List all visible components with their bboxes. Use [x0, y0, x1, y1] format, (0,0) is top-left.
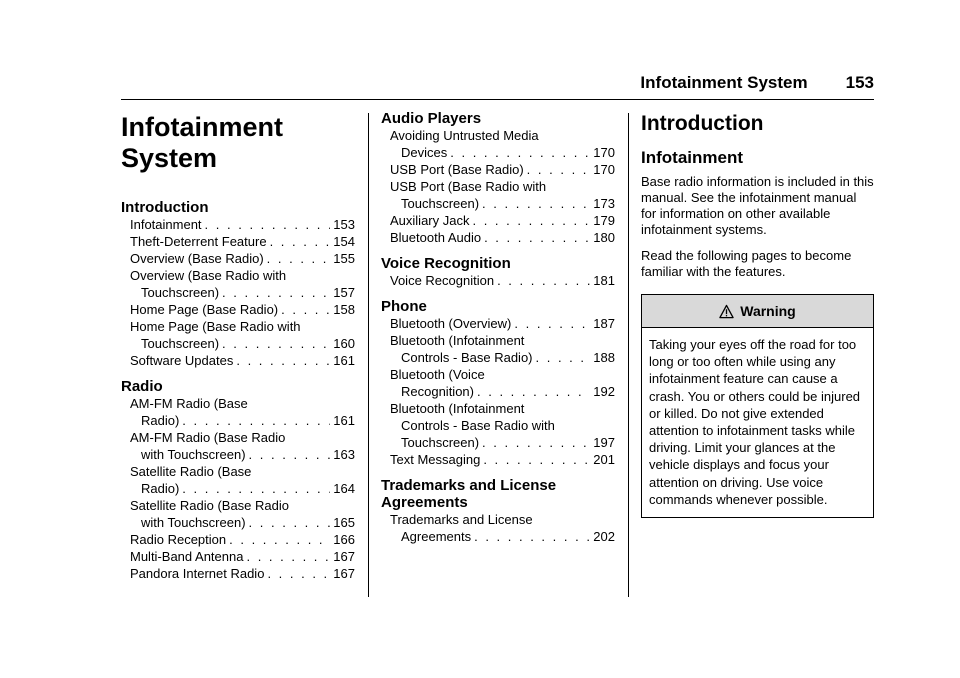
toc-entry[interactable]: Pandora Internet Radio . . . 167 [130, 565, 355, 582]
toc-entry[interactable]: Infotainment . . . 153 [130, 216, 355, 233]
toc-entry[interactable]: Radio Reception . . . 166 [130, 531, 355, 548]
toc-column-left [121, 110, 355, 582]
toc-group-phone [390, 315, 615, 468]
toc-entry[interactable]: Software Updates . . . 161 [130, 352, 355, 369]
toc-heading-radio: Radio [121, 378, 163, 395]
toc-entry[interactable]: Bluetooth (Infotainment Controls - Base Radio with Touchscreen) . . . 197 [390, 400, 615, 451]
toc-entry[interactable]: Text Messaging . . . 201 [390, 451, 615, 468]
warning-title: Warning [740, 303, 796, 319]
toc-entry[interactable]: Voice Recognition . . . 181 [390, 272, 615, 289]
toc-entry[interactable]: USB Port (Base Radio with Touchscreen) . . . 173 [390, 178, 615, 212]
heading-introduction: Introduction [641, 112, 764, 135]
toc-group-trademarks [390, 511, 615, 545]
toc-entry[interactable]: AM-FM Radio (Base Radio) . . . 161 [130, 395, 355, 429]
body-paragraph: Base radio information is included in this manual. See the infotainment manual for information on other available infotainment systems. [641, 174, 874, 237]
toc-entry[interactable]: Home Page (Base Radio) . . . 158 [130, 301, 355, 318]
warning-text: Taking your eyes off the road for too long or too often while using any infotainment feature can cause a crash. You or others could be injured or killed. Do not give extended attention to infotainment tasks while driving. Limit your glances at the vehicle displays and focus your attention on driving. Use voice commands whenever possible. [649, 337, 861, 507]
warning-header [642, 295, 873, 328]
warning-box [641, 294, 874, 518]
toc-entry[interactable]: Overview (Base Radio) . . . 155 [130, 250, 355, 267]
toc-entry[interactable]: Avoiding Untrusted Media Devices . . . 170 [390, 127, 615, 161]
toc-heading-trademarks: Trademarks and License Agreements [381, 477, 557, 511]
toc-column-middle [381, 110, 615, 545]
toc-entry[interactable]: Overview (Base Radio with Touchscreen) . . . 157 [130, 267, 355, 301]
toc-entry[interactable]: Bluetooth (Overview) . . . 187 [390, 315, 615, 332]
toc-entry[interactable]: USB Port (Base Radio) . . . 170 [390, 161, 615, 178]
toc-entry[interactable]: Bluetooth (Infotainment Controls - Base Radio) . . . 188 [390, 332, 615, 366]
section-title: Infotainment System [121, 112, 283, 173]
toc-group-radio [130, 395, 355, 582]
toc-entry[interactable]: AM-FM Radio (Base Radio with Touchscreen) . . . 163 [130, 429, 355, 463]
body-column-right [641, 110, 874, 518]
toc-entry[interactable]: Satellite Radio (Base Radio) . . . 164 [130, 463, 355, 497]
toc-entry[interactable]: Trademarks and License Agreements . . . 202 [390, 511, 615, 545]
header-rule [121, 99, 874, 100]
toc-heading-audio-players: Audio Players [381, 110, 482, 127]
running-header [640, 73, 874, 93]
toc-entry[interactable]: Bluetooth (Voice Recognition) . . . 192 [390, 366, 615, 400]
toc-entry[interactable]: Home Page (Base Radio with Touchscreen) . . . 160 [130, 318, 355, 352]
column-divider [628, 113, 629, 597]
header-title: Infotainment System [640, 73, 808, 92]
warning-triangle-icon [719, 304, 734, 319]
toc-entry[interactable]: Auxiliary Jack . . . 179 [390, 212, 615, 229]
column-divider [368, 113, 369, 597]
body-paragraph: Read the following pages to become familiar with the features. [641, 248, 852, 279]
toc-heading-phone: Phone [381, 298, 427, 315]
toc-heading-voice-recognition: Voice Recognition [381, 255, 511, 272]
toc-group-voice-recognition [390, 272, 615, 289]
toc-entry[interactable]: Theft-Deterrent Feature . . . 154 [130, 233, 355, 250]
toc-group-audio-players [390, 127, 615, 246]
toc-entry[interactable]: Satellite Radio (Base Radio with Touchscreen) . . . 165 [130, 497, 355, 531]
toc-heading-introduction: Introduction [121, 199, 209, 216]
page-number: 153 [845, 73, 874, 92]
toc-group-introduction [130, 216, 355, 369]
toc-entry[interactable]: Multi-Band Antenna . . . 167 [130, 548, 355, 565]
subheading-infotainment: Infotainment [641, 148, 743, 167]
toc-entry[interactable]: Bluetooth Audio . . . 180 [390, 229, 615, 246]
